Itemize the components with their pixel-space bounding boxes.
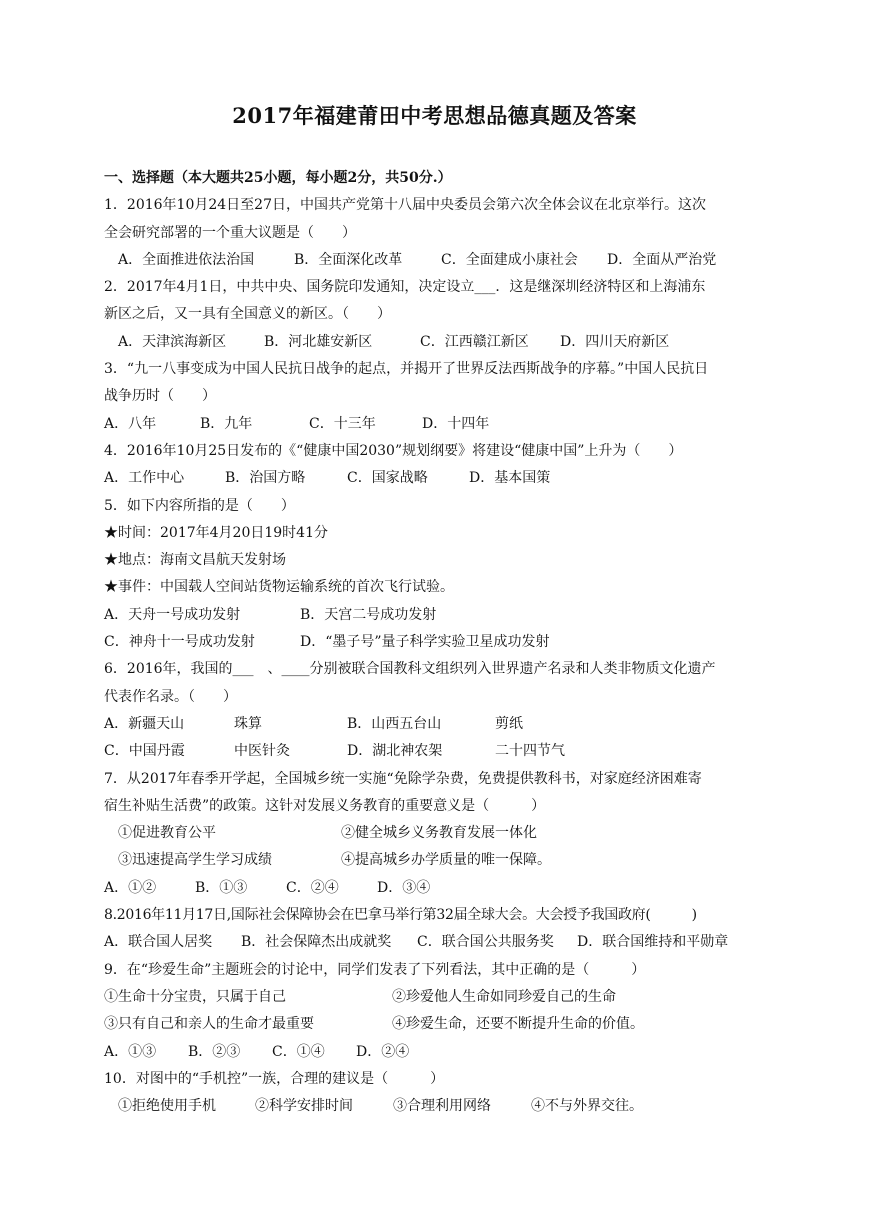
question-3-option-a: A．八年: [104, 415, 157, 432]
document-body: [104, 165, 784, 1120]
question-2-option-b: B．河北雄安新区: [264, 333, 373, 350]
question-4-option-b: B．治国方略: [225, 470, 306, 487]
question-6-option-a-intangible: 珠算: [234, 715, 262, 732]
question-7-stem-line-2: 宿生补贴生活费”的政策。这针对发展义务教育的重要意义是（ ）: [104, 797, 546, 814]
question-1-stem-line-2: 全会研究部署的一个重大议题是（ ）: [104, 224, 356, 241]
question-6-option-c-heritage: C．中国丹霞: [104, 743, 185, 760]
question-1-options: [104, 247, 784, 274]
question-4-stem-line-1: 4．2016年10月25日发布的《“健康中国2030”规划纲要》将建设“健康中国”上升为（ ）: [104, 442, 683, 459]
question-8-option-d: D．联合国维持和平勋章: [577, 934, 729, 951]
question-3-options: [104, 411, 784, 438]
section-header: 一、选择题（本大题共25小题，每小题2分，共50分.）: [104, 170, 452, 186]
question-8-option-a: A．联合国人居奖: [104, 934, 213, 951]
question-3-stem-line-2: 战争历时（ ）: [104, 388, 216, 405]
question-4-option-a: A．工作中心: [104, 470, 185, 487]
question-2-option-a: A．天津滨海新区: [118, 333, 227, 350]
question-3-option-b: B．九年: [200, 415, 253, 432]
question-9-statement-3: ③只有自己和亲人的生命才最重要: [104, 1016, 314, 1033]
document-title: 2017年福建莆田中考思想品德真题及答案: [232, 103, 637, 128]
question-7-statement-3: ③迅速提高学生学习成绩: [118, 852, 272, 869]
question-4-options: [104, 465, 784, 492]
question-9-statement-1: ①生命十分宝贵，只属于自己: [104, 988, 286, 1005]
question-5-options-row-2: [104, 629, 784, 656]
question-2-stem-line-2: 新区之后，又一具有全国意义的新区。（ ）: [104, 306, 391, 323]
question-7-stem-line-1: 7．从2017年春季开学起，全国城乡统一实施“免除学杂费，免费提供教科书，对家庭经济困难寄: [104, 770, 702, 787]
question-4-option-c: C．国家战略: [347, 470, 428, 487]
question-1-option-c: C．全面建成小康社会: [441, 251, 578, 268]
question-9-options: [104, 1039, 784, 1066]
question-9-option-c: C．①④: [272, 1043, 325, 1060]
question-7-statement-2: ②健全城乡义务教育发展一体化: [341, 825, 537, 842]
question-8-options: [104, 929, 784, 956]
question-2-option-d: D．四川天府新区: [560, 333, 670, 350]
question-6-options-row-2: [104, 738, 784, 765]
question-5-option-b: B．天宫二号成功发射: [300, 606, 437, 623]
question-9-statement-4: ④珍爱生命，还要不断提升生命的价值。: [392, 1016, 644, 1033]
question-7-option-a: A．①②: [104, 879, 157, 896]
question-9-option-a: A．①③: [104, 1043, 157, 1060]
question-7-statement-4: ④提高城乡办学质量的唯一保障。: [341, 852, 551, 869]
question-5-info-event: ★事件：中国载人空间站货物运输系统的首次飞行试验。: [104, 579, 454, 596]
question-9-statements-row-2: [104, 1011, 784, 1038]
question-5-option-d: D．“墨子号”量子科学实验卫星成功发射: [300, 634, 550, 651]
question-8-option-b: B．社会保障杰出成就奖: [241, 934, 392, 951]
question-7-statements-row-1: [104, 820, 784, 847]
question-6-option-a-heritage: A．新疆天山: [104, 715, 185, 732]
question-10-statement-1: ①拒绝使用手机: [118, 1098, 216, 1115]
question-6-option-c-intangible: 中医针灸: [234, 743, 290, 760]
question-5-options-row-1: [104, 602, 784, 629]
question-3-option-c: C．十三年: [309, 415, 376, 432]
question-6-option-b-heritage: B．山西五台山: [347, 715, 442, 732]
question-6-option-d-intangible: 二十四节气: [495, 743, 565, 760]
question-5-option-c: C．神舟十一号成功发射: [104, 634, 255, 651]
question-3-stem-line-1: 3．“九一八事变成为中国人民抗日战争的起点，并揭开了世界反法西斯战争的序幕。”中国人民抗日: [104, 361, 709, 378]
question-1-option-a: A．全面推进依法治国: [118, 251, 255, 268]
question-5-info-time: ★时间：2017年4月20日19时41分: [104, 524, 328, 541]
question-9-stem: 9．在“珍爱生命”主题班会的讨论中，同学们发表了下列看法，其中正确的是（ ）: [104, 961, 646, 978]
question-1-option-d: D．全面从严治党: [607, 251, 717, 268]
question-7-statement-1: ①促进教育公平: [118, 825, 216, 842]
question-7-option-b: B．①③: [195, 879, 248, 896]
question-10-stem: 10．对图中的“手机控”一族，合理的建议是（ ）: [104, 1070, 445, 1087]
question-6-stem-line-2: 代表作名录。（ ）: [104, 688, 237, 705]
question-7-option-d: D．③④: [377, 879, 431, 896]
question-9-statements-row-1: [104, 984, 784, 1011]
question-8-option-c: C．联合国公共服务奖: [417, 934, 554, 951]
question-2-option-c: C．江西赣江新区: [420, 333, 529, 350]
question-1-stem-line-1: 1．2016年10月24日至27日，中国共产党第十八届中央委员会第六次全体会议在北京举行。这次: [104, 197, 706, 214]
question-10-statement-3: ③合理利用网络: [393, 1098, 491, 1115]
question-4-option-d: D．基本国策: [469, 470, 551, 487]
question-6-options-row-1: [104, 711, 784, 738]
question-10-statement-2: ②科学安排时间: [255, 1098, 353, 1115]
question-2-stem-line-1: 2．2017年4月1日，中共中央、国务院印发通知，决定设立___．这是继深圳经济特区和上海浦东: [104, 279, 706, 296]
question-6-option-d-heritage: D．湖北神农架: [347, 743, 443, 760]
question-6-option-b-intangible: 剪纸: [495, 715, 523, 732]
question-7-statements-row-2: [104, 847, 784, 874]
question-10-statements: [104, 1093, 784, 1120]
question-5-option-a: A．天舟一号成功发射: [104, 606, 241, 623]
question-9-option-d: D．②④: [356, 1043, 410, 1060]
question-9-option-b: B．②③: [188, 1043, 241, 1060]
question-8-stem: 8.2016年11月17日,国际社会保障协会在巴拿马举行第32届全球大会。大会授予我国政府( ): [104, 907, 697, 924]
question-1-option-b: B．全面深化改革: [294, 251, 403, 268]
question-5-info-place: ★地点：海南文昌航天发射场: [104, 552, 286, 569]
question-9-statement-2: ②珍爱他人生命如同珍爱自己的生命: [392, 988, 616, 1005]
question-7-option-c: C．②④: [286, 879, 339, 896]
question-5-stem: 5．如下内容所指的是（ ）: [104, 497, 295, 514]
question-7-options: [104, 875, 784, 902]
question-6-stem-line-1: 6．2016年，我国的___ 、____分别被联合国教科文组织列入世界遗产名录和人类非物质文化遗产: [104, 661, 716, 678]
question-10-statement-4: ④不与外界交往。: [531, 1098, 643, 1115]
question-3-option-d: D．十四年: [422, 415, 490, 432]
question-2-options: [104, 329, 784, 356]
